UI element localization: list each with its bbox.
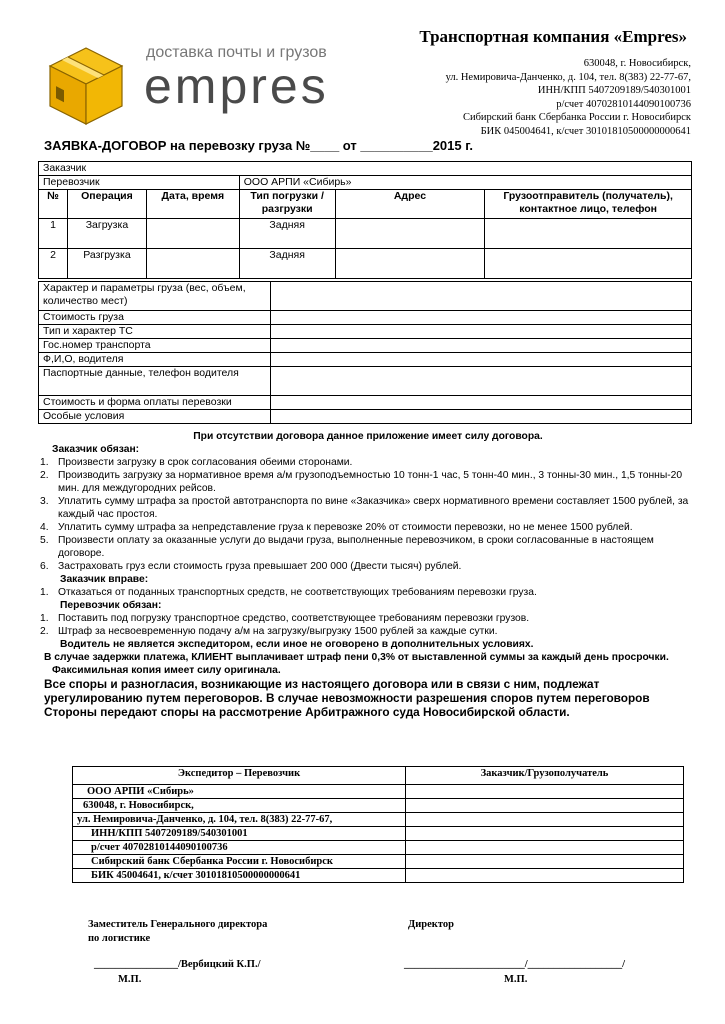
logo-tagline: доставка почты и грузов bbox=[146, 44, 327, 61]
item-text: Штраф за несвоевременную подачу а/м на загрузку/выгрузку 1500 рублей за каждые сутки. bbox=[58, 626, 498, 637]
empty-cell bbox=[406, 827, 684, 841]
row-date bbox=[146, 249, 239, 279]
param-label: Стоимость и форма оплаты перевозки bbox=[39, 396, 271, 410]
customer-rights-list bbox=[38, 586, 698, 599]
carrier-value: ООО АРПИ «Сибирь» bbox=[239, 176, 691, 190]
party-line: р/счет 40702810144090100736 bbox=[73, 841, 406, 855]
col-header: Дата, время bbox=[146, 190, 239, 219]
param-value bbox=[271, 396, 692, 410]
table-row bbox=[39, 176, 692, 190]
late-payment-note: В случае задержки платежа, КЛИЕНТ выплачивает штраф пени 0,3% от выставленной суммы за каждый день просрочки. bbox=[44, 652, 669, 663]
list-item bbox=[38, 469, 698, 495]
party-line: БИК 45004641, к/счет 30101810500000000641 bbox=[73, 869, 406, 883]
empty-cell bbox=[406, 869, 684, 883]
item-text: Поставить под погрузку транспортное средство, соответствующее требованиям перевозки грузов. bbox=[58, 613, 530, 624]
customer-obligations-list bbox=[38, 456, 698, 573]
item-number: 5. bbox=[40, 535, 49, 546]
item-number: 6. bbox=[40, 561, 49, 572]
table-header-row bbox=[39, 190, 692, 219]
table-row bbox=[39, 282, 692, 311]
table-row bbox=[39, 367, 692, 396]
item-number: 1. bbox=[40, 457, 49, 468]
row-load-type: Задняя bbox=[239, 249, 335, 279]
param-label: Особые условия bbox=[39, 410, 271, 424]
param-label: Ф,И,О, водителя bbox=[39, 353, 271, 367]
section-heading: Заказчик вправе: bbox=[60, 574, 149, 585]
carrier-obligations-list bbox=[38, 612, 698, 638]
list-item bbox=[38, 534, 698, 560]
party-line: Сибирский банк Сбербанка России г. Новосибирск bbox=[73, 855, 406, 869]
order-table bbox=[38, 161, 692, 279]
item-text: Уплатить сумму штрафа за непредставление груза к перевозке 20% от стоимости перевозки, но не менее 1500 рублей. bbox=[58, 522, 633, 533]
row-operation: Разгрузка bbox=[67, 249, 146, 279]
section-heading: Заказчик обязан: bbox=[52, 444, 140, 455]
table-row bbox=[39, 353, 692, 367]
table-header-row bbox=[73, 767, 684, 785]
row-contact bbox=[485, 219, 692, 249]
table-row bbox=[73, 855, 684, 869]
company-requisites bbox=[351, 57, 691, 138]
role-line: Заместитель Генерального директора bbox=[88, 919, 268, 930]
item-text: Отказаться от поданных транспортных средств, не соответствующих требованиям перевозки груза. bbox=[58, 587, 537, 598]
param-value bbox=[271, 339, 692, 353]
param-label: Гос.номер транспорта bbox=[39, 339, 271, 353]
item-number: 1. bbox=[40, 587, 49, 598]
customer-header: Заказчик/Грузополучатель bbox=[406, 767, 684, 785]
item-text: Производить загрузку за нормативное время а/м грузоподъемностью 10 тонн-1 час, 5 тонн-40 мин., 3 тонны-30 мин., 1,5 тонны-20 мин. для междугородних рейсов. bbox=[58, 470, 683, 494]
logo-brand: empres bbox=[144, 58, 329, 114]
col-header: Операция bbox=[67, 190, 146, 219]
item-number: 4. bbox=[40, 522, 49, 533]
col-header: Грузоотправитель (получатель), контактное лицо, телефон bbox=[485, 190, 692, 219]
list-item bbox=[38, 586, 698, 599]
item-text: Произвести оплату за оказанные услуги до выдачи груза, выполненные перевозчиком, в сроки согласованные в настоящем договоре. bbox=[58, 535, 654, 559]
right-signatory-role: Директор bbox=[408, 919, 454, 930]
empty-cell bbox=[406, 841, 684, 855]
fax-copy-note: Факсимильная копия имеет силу оригинала. bbox=[52, 665, 281, 676]
row-address bbox=[335, 249, 485, 279]
document-title: ЗАЯВКА-ДОГОВОР на перевозку груза №____ от __________2015 г. bbox=[44, 138, 473, 153]
parties-table bbox=[72, 766, 684, 883]
left-stamp-label: М.П. bbox=[118, 974, 142, 985]
party-line: ООО АРПИ «Сибирь» bbox=[73, 785, 406, 799]
item-number: 1. bbox=[40, 613, 49, 624]
col-header: Адрес bbox=[335, 190, 485, 219]
requisite-line: БИК 045004641, к/счет 30101810500000000641 bbox=[480, 125, 691, 137]
row-date bbox=[146, 219, 239, 249]
carrier-label: Перевозчик bbox=[39, 176, 240, 190]
item-text: Уплатить сумму штрафа за простой автотранспорта по вине «Заказчика» сверх нормативного времени составляет 1500 рублей, за каждый час простоя. bbox=[58, 496, 689, 520]
party-line: ИНН/КПП 5407209189/540301001 bbox=[73, 827, 406, 841]
requisite-line: ул. Немировича-Данченко, д. 104, тел. 8(383) 22-77-67, bbox=[445, 71, 691, 83]
table-row bbox=[73, 869, 684, 883]
table-row bbox=[39, 410, 692, 424]
row-number: 2 bbox=[39, 249, 68, 279]
table-row bbox=[73, 827, 684, 841]
row-address bbox=[335, 219, 485, 249]
no-contract-note: При отсутствии договора данное приложение имеет силу договора. bbox=[193, 431, 543, 442]
list-item bbox=[38, 495, 698, 521]
param-label: Характер и параметры груза (вес, объем, количество мест) bbox=[39, 282, 271, 311]
param-value bbox=[271, 282, 692, 311]
cargo-params-table bbox=[38, 281, 692, 424]
empty-cell bbox=[406, 785, 684, 799]
empty-cell bbox=[406, 813, 684, 827]
customer-label: Заказчик bbox=[39, 162, 692, 176]
row-contact bbox=[485, 249, 692, 279]
forwarder-header: Экспедитор – Перевозчик bbox=[73, 767, 406, 785]
company-logo bbox=[44, 36, 344, 136]
left-signatory-role bbox=[88, 918, 267, 946]
role-line: по логистике bbox=[88, 933, 151, 944]
row-operation: Загрузка bbox=[67, 219, 146, 249]
contract-terms bbox=[38, 430, 698, 719]
param-value bbox=[271, 367, 692, 396]
party-line: 630048, г. Новосибирск, bbox=[73, 799, 406, 813]
empty-cell bbox=[406, 855, 684, 869]
table-row bbox=[73, 799, 684, 813]
list-item bbox=[38, 456, 698, 469]
driver-note: Водитель не является экспедитором, если иное не оговорено в дополнительных условиях. bbox=[60, 639, 534, 650]
param-value bbox=[271, 311, 692, 325]
param-label: Тип и характер ТС bbox=[39, 325, 271, 339]
param-value bbox=[271, 325, 692, 339]
right-stamp-label: М.П. bbox=[504, 974, 528, 985]
disputes-clause: Все споры и разногласия, возникающие из настоящего договора или в связи с ним, подлежат урегулированию путем переговоров. В случае невозможности разрешения споров путем переговоров Стороны передают споры на рассмотрение Арбитражного суда Новосибирской области. bbox=[44, 677, 650, 719]
section-heading: Перевозчик обязан: bbox=[60, 600, 162, 611]
col-header: Тип погрузки /разгрузки bbox=[239, 190, 335, 219]
table-row bbox=[39, 219, 692, 249]
table-row bbox=[39, 339, 692, 353]
param-label: Паспортные данные, телефон водителя bbox=[39, 367, 271, 396]
param-value bbox=[271, 410, 692, 424]
company-title: Транспортная компания «Empres» bbox=[419, 27, 687, 46]
left-signature-line: ________________/Вербицкий К.П./ bbox=[94, 959, 261, 970]
item-text: Произвести загрузку в срок согласования обеими сторонами. bbox=[58, 457, 353, 468]
requisite-line: р/счет 40702810144090100736 bbox=[556, 98, 691, 110]
list-item bbox=[38, 612, 698, 625]
right-signature-line: _______________________/__________________/ bbox=[404, 959, 626, 970]
col-header: № bbox=[39, 190, 68, 219]
requisite-line: Сибирский банк Сбербанка России г. Новосибирск bbox=[462, 112, 691, 123]
row-number: 1 bbox=[39, 219, 68, 249]
row-load-type: Задняя bbox=[239, 219, 335, 249]
table-row bbox=[39, 311, 692, 325]
table-row bbox=[39, 162, 692, 176]
list-item bbox=[38, 625, 698, 638]
table-row bbox=[39, 249, 692, 279]
list-item bbox=[38, 521, 698, 534]
table-row bbox=[73, 841, 684, 855]
requisite-line: 630048, г. Новосибирск, bbox=[583, 58, 691, 69]
empty-cell bbox=[406, 799, 684, 813]
param-label: Стоимость груза bbox=[39, 311, 271, 325]
item-number: 2. bbox=[40, 470, 49, 481]
item-number: 3. bbox=[40, 496, 49, 507]
item-number: 2. bbox=[40, 626, 49, 637]
table-row bbox=[73, 813, 684, 827]
table-row bbox=[39, 396, 692, 410]
table-row bbox=[39, 325, 692, 339]
item-text: Застраховать груз если стоимость груза превышает 200 000 (Двести тысяч) рублей. bbox=[58, 561, 462, 572]
param-value bbox=[271, 353, 692, 367]
list-item bbox=[38, 560, 698, 573]
party-line: ул. Немировича-Данченко, д. 104, тел. 8(383) 22-77-67, bbox=[73, 813, 406, 827]
requisite-line: ИНН/КПП 5407209189/540301001 bbox=[537, 85, 691, 96]
table-row bbox=[73, 785, 684, 799]
